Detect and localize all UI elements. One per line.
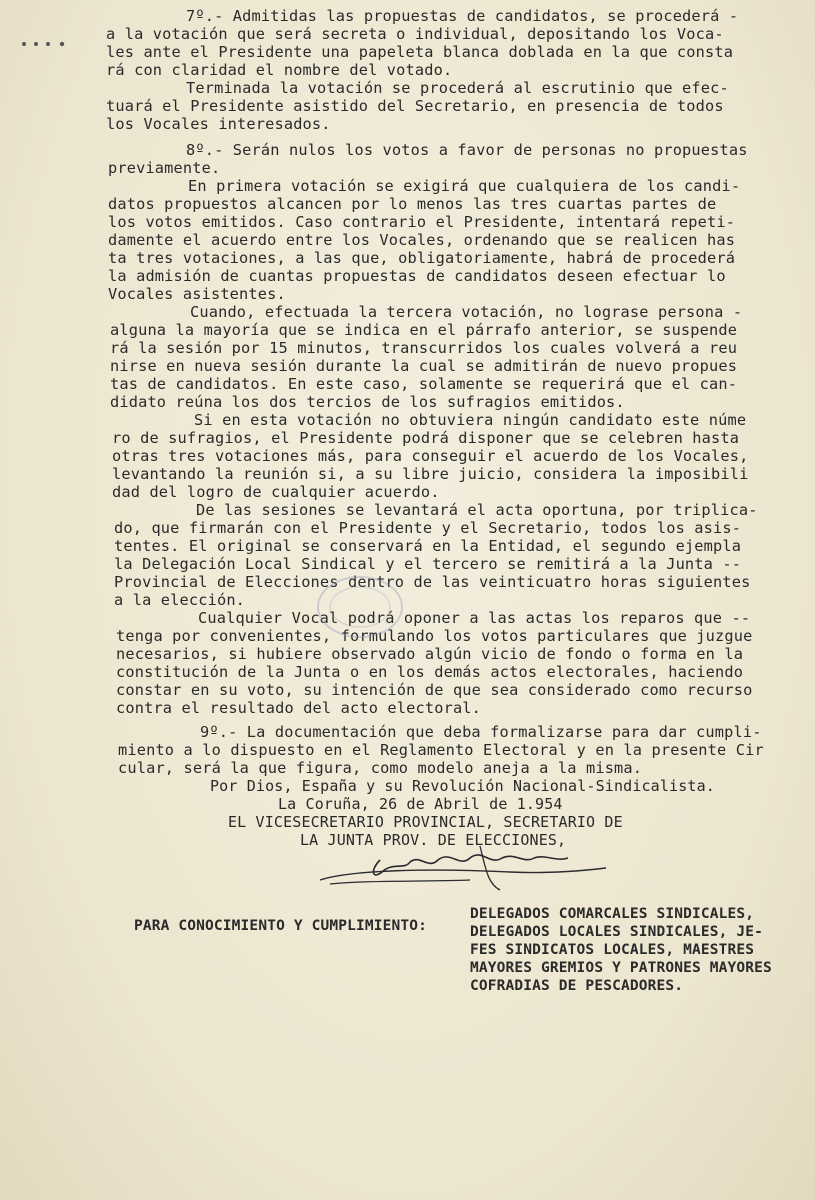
closing-signer-title: EL VICESECRETARIO PROVINCIAL, SECRETARIO DE xyxy=(228,813,623,831)
distribution-label: PARA CONOCIMIENTO Y CUMPLIMIENTO: xyxy=(134,918,428,934)
text-line: rá con claridad el nombre del votado. xyxy=(106,61,453,79)
distribution-line: DELEGADOS LOCALES SINDICALES, JE- xyxy=(470,924,764,940)
text-line: datos propuestos alcancen por lo menos las tres cuartas partes de xyxy=(108,195,717,213)
official-stamp xyxy=(300,565,470,645)
text-line: previamente. xyxy=(108,159,221,177)
text-line: ro de sufragios, el Presidente podrá disponer que se celebren hasta xyxy=(112,429,740,447)
text-line: les ante el Presidente una papeleta blanca doblada en la que consta xyxy=(106,43,734,61)
text-line: alguna la mayoría que se indica en el párrafo anterior, se suspende xyxy=(110,321,738,339)
text-line: Vocales asistentes. xyxy=(108,285,286,303)
distribution-line: MAYORES GREMIOS Y PATRONES MAYORES xyxy=(470,960,772,976)
text-line: levantando la reunión si, a su libre juicio, considera la imposibili xyxy=(112,465,749,483)
text-line: En primera votación se exigirá que cualquiera de los candi- xyxy=(188,177,741,195)
text-line: la admisión de cuantas propuestas de candidatos deseen efectuar lo xyxy=(108,267,726,285)
distribution-line: FES SINDICATOS LOCALES, MAESTRES xyxy=(470,942,755,958)
text-line: contra el resultado del acto electoral. xyxy=(116,699,482,717)
text-line: dad del logro de cualquier acuerdo. xyxy=(112,483,440,501)
text-line: otras tres votaciones más, para conseguir el acuerdo de los Vocales, xyxy=(112,447,749,465)
text-line: Cualquier Vocal podrá oponer a las actas los reparos que -- xyxy=(198,609,751,627)
text-line: Terminada la votación se procederá al escrutinio que efec- xyxy=(186,79,729,97)
closing-motto: Por Dios, España y su Revolución Nacional-Sindicalista. xyxy=(210,777,715,795)
text-line: la Delegación Local Sindical y el tercero se remitirá a la Junta -- xyxy=(114,555,742,573)
text-line: constitución de la Junta o en los demás actos electorales, haciendo xyxy=(116,663,744,681)
text-line: Cuando, efectuada la tercera votación, no lograse persona - xyxy=(190,303,743,321)
text-line: tentes. El original se conservará en la Entidad, el segundo ejempla xyxy=(114,537,742,555)
text-line: tuará el Presidente asistido del Secretario, en presencia de todos xyxy=(106,97,724,115)
distribution-line: DELEGADOS COMARCALES SINDICALES, xyxy=(470,906,755,922)
text-line: a la votación que será secreta o individual, depositando los Voca- xyxy=(106,25,724,43)
text-line: necesarios, si hubiere observado algún vicio de fondo o forma en la xyxy=(116,645,744,663)
text-line: nirse en nueva sesión durante la cual se admitirán de nuevo propues xyxy=(110,357,738,375)
text-line: tas de candidatos. En este caso, solamente se requerirá que el can- xyxy=(110,375,738,393)
text-line: constar en su voto, su intención de que sea considerado como recurso xyxy=(116,681,753,699)
text-line: a la elección. xyxy=(114,591,246,609)
handwritten-signature xyxy=(310,840,610,900)
text-line: 8º.- Serán nulos los votos a favor de personas no propuestas xyxy=(186,141,748,159)
text-line: los votos emitidos. Caso contrario el Presidente, intentará repeti- xyxy=(108,213,736,231)
text-line: De las sesiones se levantará el acta oportuna, por triplica- xyxy=(196,501,758,519)
text-line: do, que firmarán con el Presidente y el Secretario, todos los asis- xyxy=(114,519,742,537)
closing-place-date: La Coruña, 26 de Abril de 1.954 xyxy=(278,795,563,813)
text-line: didato reúna los dos tercios de los sufragios emitidos. xyxy=(110,393,625,411)
text-line: tenga por convenientes, formulando los votos particulares que juzgue xyxy=(116,627,753,645)
text-line: Si en esta votación no obtuviera ningún candidato este núme xyxy=(194,411,747,429)
binding-mark xyxy=(18,40,70,48)
text-line: ta tres votaciones, a las que, obligatoriamente, habrá de procederá xyxy=(108,249,736,267)
text-line: 9º.- La documentación que deba formalizarse para dar cumpli- xyxy=(200,723,762,741)
distribution-line: COFRADIAS DE PESCADORES. xyxy=(470,978,684,994)
text-line: cular, será la que figura, como modelo aneja a la misma. xyxy=(118,759,643,777)
text-line: los Vocales interesados. xyxy=(106,115,331,133)
closing-signer-title: LA JUNTA PROV. DE ELECCIONES, xyxy=(300,831,567,849)
text-line: miento a lo dispuesto en el Reglamento Electoral y en la presente Cir xyxy=(118,741,764,759)
text-line: 7º.- Admitidas las propuestas de candidatos, se procederá - xyxy=(186,7,739,25)
text-line: rá la sesión por 15 minutos, transcurridos los cuales volverá a reu xyxy=(110,339,738,357)
text-line: Provincial de Elecciones dentro de las veinticuatro horas siguientes xyxy=(114,573,751,591)
text-line: damente el acuerdo entre los Vocales, ordenando que se realicen has xyxy=(108,231,736,249)
